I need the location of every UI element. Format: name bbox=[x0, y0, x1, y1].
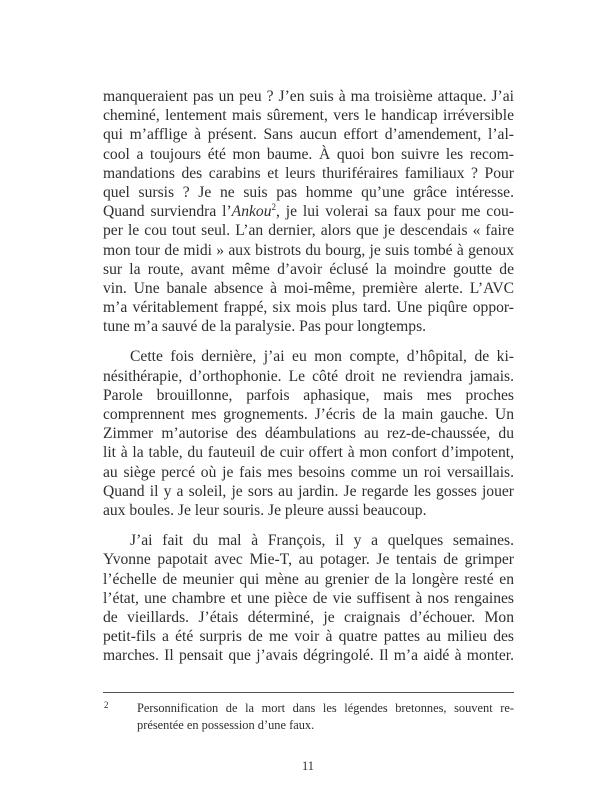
text-segment: , je lui volerai sa faux pour me cou- bbox=[276, 203, 514, 221]
text-line: de vieillards. J’étais déterminé, je craignais d’échouer. Mon bbox=[103, 608, 514, 626]
footnote-reference[interactable]: 2 bbox=[271, 202, 277, 213]
text-line: J’ai fait du mal à François, il y a quelques semaines. bbox=[130, 532, 514, 550]
body-text bbox=[103, 87, 514, 676]
footnote-line: Personnification de la mort dans les légendes bretonnes, souvent re- bbox=[137, 701, 514, 715]
footnote-line: présentée en possession d’une faux. bbox=[137, 717, 315, 732]
text-line: mon tour de midi » aux bistrots du bourg, je suis tombé à genoux bbox=[103, 241, 514, 259]
page-number: 11 bbox=[302, 759, 314, 773]
paragraph-1 bbox=[103, 87, 514, 336]
text-line: m’a véritablement frappé, six mois plus tard. Une piqûre oppor- bbox=[103, 299, 514, 317]
text-line: qui m’afflige à présent. Sans aucun effort d’amendement, l’al- bbox=[103, 126, 514, 144]
text-line: tune m’a sauvé de la paralysie. Pas pour longtemps. bbox=[103, 318, 427, 336]
paragraph-2 bbox=[103, 347, 514, 520]
text-line: petit-fils a été surpris de me voir à quatre pattes au milieu des bbox=[103, 628, 514, 646]
text-line: mandations des carabins et leurs thuriféraires familiaux ? Pour bbox=[103, 164, 514, 182]
text-line: Yvonne papotait avec Mie-T, au potager. Je tentais de grimper bbox=[103, 551, 514, 569]
text-line: nésithérapie, d’orthophonie. Le côté droit ne reviendra jamais. bbox=[103, 367, 514, 385]
text-line: aux boules. Je leur souris. Je pleure aussi beaucoup. bbox=[103, 501, 427, 519]
text-line-with-footnote-ref bbox=[103, 202, 514, 221]
text-line: l’échelle de meunier qui mène au grenier de la longère resté en bbox=[103, 570, 514, 588]
text-line: vin. Une banale absence à moi-même, première alerte. L’AVC bbox=[103, 279, 514, 297]
text-line: comprennent mes grognements. J’écris de la main gauche. Un bbox=[103, 406, 514, 423]
text-line: cheminé, lentement mais sûrement, vers le handicap irréversible bbox=[103, 107, 514, 125]
text-line: manqueraient pas un peu ? J’en suis à ma troisième attaque. J’ai bbox=[103, 88, 514, 105]
text-line: quel sursis ? Je ne suis pas homme qu’une grâce intéresse. bbox=[103, 183, 514, 201]
text-line: au siège percé où je fais mes besoins comme un roi versaillais. bbox=[103, 463, 514, 481]
text-line: Zimmer m’autorise des déambulations au rez-de-chaussée, du bbox=[103, 425, 514, 443]
footnote-text bbox=[137, 700, 514, 733]
paragraph-3 bbox=[103, 531, 514, 665]
text-line: Parole brouillonne, parfois aphasique, mais mes proches bbox=[103, 386, 514, 404]
text-line: sur la route, avant même d’avoir éclusé la moindre goutte de bbox=[103, 260, 514, 278]
italic-term-ankou: Ankou bbox=[231, 203, 272, 221]
text-line: l’état, une chambre et une pièce de vie suffisent à nos rengaines bbox=[103, 589, 514, 607]
text-line: Quand il y a soleil, je sors au jardin. Je regarde les gosses jouer bbox=[103, 482, 514, 500]
footnote bbox=[103, 700, 514, 733]
text-line: cool a toujours été mon baume. À quoi bon suivre les recom- bbox=[103, 145, 514, 163]
text-line: lit à la table, du fauteuil de cuir offert à mon confort d’impotent, bbox=[103, 444, 514, 462]
text-line: Cette fois dernière, j’ai eu mon compte, d’hôpital, de ki- bbox=[130, 348, 514, 366]
footnote-number: 2 bbox=[104, 700, 109, 710]
footnote-separator bbox=[103, 692, 514, 693]
text-line: per le cou tout seul. L’an dernier, alors que je descendais « faire bbox=[103, 222, 514, 240]
text-line: marches. Il pensait que j’avais dégringolé. Il m’a aidé à monter. bbox=[103, 647, 514, 665]
text-segment: Quand surviendra l’ bbox=[103, 203, 232, 221]
